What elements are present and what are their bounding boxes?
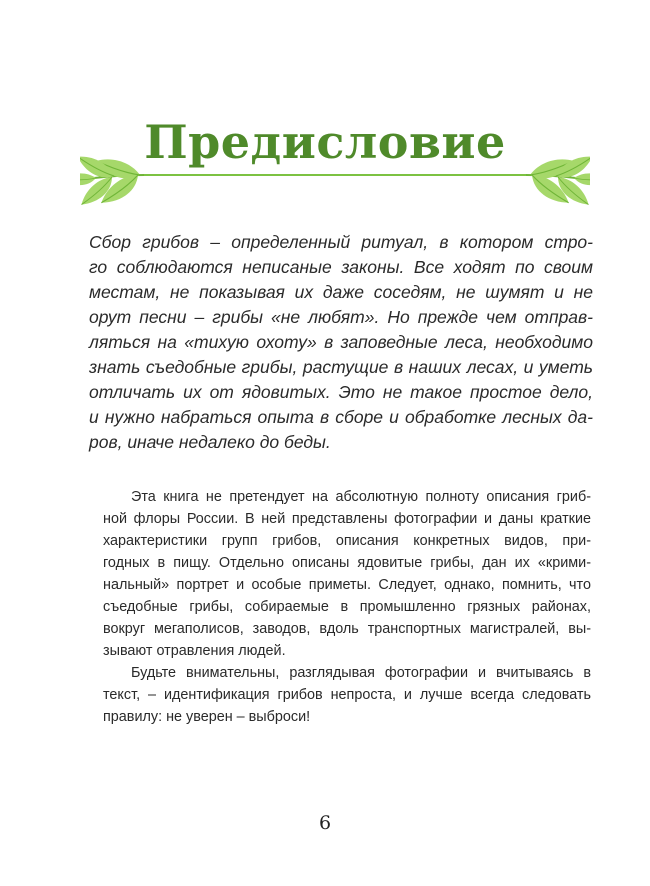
intro-line: и нужно набраться опыта в сборе и обработке лесных да- <box>89 407 593 427</box>
intro-line: Сбор грибов – определенный ритуал, в котором стро- <box>89 232 593 252</box>
body-line: съедобные грибы, собираемые в промышленно грязных районах, <box>103 599 591 615</box>
body-line: вокруг мегаполисов, заводов, вдоль транспортных магистралей, вы- <box>103 621 591 637</box>
page-title: Предисловие <box>144 114 506 169</box>
body-line: Эта книга не претендует на абсолютную полноту описания гриб- <box>131 489 591 505</box>
body-line: годных в пищу. Отдельно описаны ядовитые грибы, дан их «крими- <box>103 555 591 571</box>
body-text <box>103 486 591 728</box>
body-line: ной флоры России. В ней представлены фотографии и даны краткие <box>103 511 591 527</box>
intro-line: орут песни – грибы «не любят». Но прежде чем отправ- <box>89 307 593 327</box>
intro-line: ров, иначе недалеко до беды. <box>89 432 331 452</box>
intro-line: го соблюдаются неписаные законы. Все ходят по своим <box>89 257 593 277</box>
body-line: правилу: не уверен – выброси! <box>103 709 311 725</box>
leaf-branch-right-icon <box>526 149 590 209</box>
paragraph-1 <box>103 486 591 662</box>
body-line: характеристики групп грибов, описания конкретных видов, при- <box>103 533 591 549</box>
leaf-ornament <box>80 138 590 212</box>
body-line: зывают отравления людей. <box>103 643 286 659</box>
body-line: Будьте внимательны, разглядывая фотографии и вчитываясь в <box>131 665 591 681</box>
intro-italic-paragraph <box>89 230 593 455</box>
intro-line: местам, не показывая их даже соседям, не шумят и не <box>89 282 593 302</box>
leaf-branch-left-icon <box>80 149 144 209</box>
intro-line: знать съедобные грибы, растущие в наших лесах, и уметь <box>89 357 593 377</box>
body-line: нальный» портрет и особые приметы. Следует, однако, помнить, что <box>103 577 591 593</box>
intro-line: отличать их от ядовитых. Это не такое простое дело, <box>89 382 593 402</box>
page-number: 6 <box>318 812 332 834</box>
intro-line: ляться на «тихую охоту» в заповедные леса, необходимо <box>89 332 593 352</box>
paragraph-2 <box>103 662 591 728</box>
body-line: текст, – идентификация грибов непроста, и лучше всегда следовать <box>103 687 591 703</box>
